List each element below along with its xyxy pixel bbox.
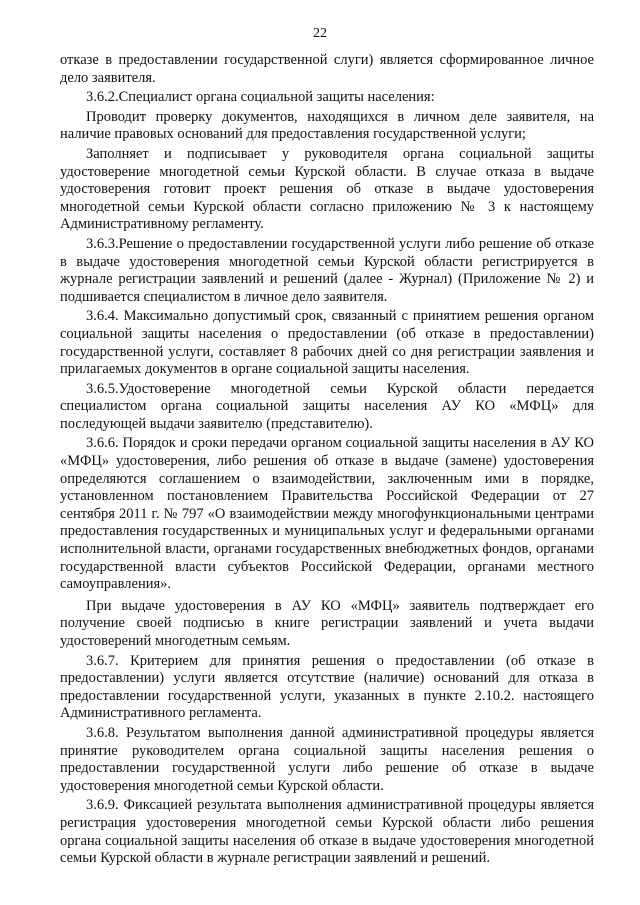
paragraph-3-6-6: 3.6.6. Порядок и сроки передачи органом социальной защиты населения в АУ КО «МФЦ» удостоверения, либо решения об отказе в выдаче (замене) удостоверения определяются соглашением о взаимодействии, заключенным ими в порядке, установленном постановлением Правительства Российской Федерации от 27 сентября 2011 г. № 797 «О взаимодействии между многофункциональными центрами предоставления государственных и муниципальных услуг и федеральными органами исполнительной власти, органами государственных внебюджетных фондов, органами государственной власти субъектов Российской Федерации, органами местного самоуправления».: [60, 435, 594, 593]
paragraph-3-6-9: 3.6.9. Фиксацией результата выполнения административной процедуры является регистрация удостоверения многодетной семьи Курской области либо решения органа социальной защиты населения об отказе в выдаче удостоверения многодетной семьи Курской области в журнале регистрации заявлений и решений.: [60, 797, 594, 867]
paragraph-3-6-3: 3.6.3.Решение о предоставлении государственной услуги либо решение об отказе в выдаче удостоверения многодетной семьи Курской области регистрируется в журнале регистрации заявлений и решений (далее - Журнал) (Приложение № 2) и подшивается специалистом в личное дело заявителя.: [60, 235, 594, 305]
paragraph-3-6-7: 3.6.7. Критерием для принятия решения о предоставлении (об отказе в предоставлении) услуги является отсутствие (наличие) оснований для отказа в предоставлении государственной услуги, указанных в пункте 2.10.2. настоящего Административного регламента.: [60, 652, 594, 722]
paragraph-3-6-5: 3.6.5.Удостоверение многодетной семьи Курской области передается специалистом органа социальной защиты населения АУ КО «МФЦ» для последующей выдачи заявителю (представителю).: [60, 380, 594, 432]
paragraph-issuance-mfc: При выдаче удостоверения в АУ КО «МФЦ» заявитель подтверждает его получение своей подписью в книге регистрации заявлений и учета выдачи удостоверений многодетным семьям.: [60, 597, 594, 649]
paragraph-check-documents: Проводит проверку документов, находящихся в личном деле заявителя, на наличие правовых оснований для предоставления государственной услуги;: [60, 108, 594, 143]
paragraph-fill-certificate: Заполняет и подписывает у руководителя органа социальной защиты удостоверение многодетной семьи Курской области. В случае отказа в выдаче удостоверения готовит проект решения об отказе в выдаче удостоверения многодетной семьи Курской области согласно приложению № 3 к настоящему Административному регламенту.: [60, 145, 594, 233]
paragraph-continuation: отказе в предоставлении государственной слуги) является сформированное личное дело заявителя.: [60, 52, 594, 86]
paragraph-3-6-4: 3.6.4. Максимально допустимый срок, связанный с принятием решения органом социальной защиты населения о предоставлении (об отказе в предоставлении) государственной услуги, составляет 8 рабочих дней со дня регистрации заявления и прилагаемых документов в органе социальной защиты населения.: [60, 308, 594, 378]
document-body: [60, 52, 594, 870]
page-number: 22: [313, 26, 327, 41]
paragraph-3-6-8: 3.6.8. Результатом выполнения данной административной процедуры является принятие руководителем органа социальной защиты населения решения о предоставлении государственной услуги либо решение об отказе в выдаче удостоверения многодетной семьи Курской области.: [60, 724, 594, 794]
paragraph-3-6-2-heading: 3.6.2.Специалист органа социальной защиты населения:: [86, 89, 435, 106]
